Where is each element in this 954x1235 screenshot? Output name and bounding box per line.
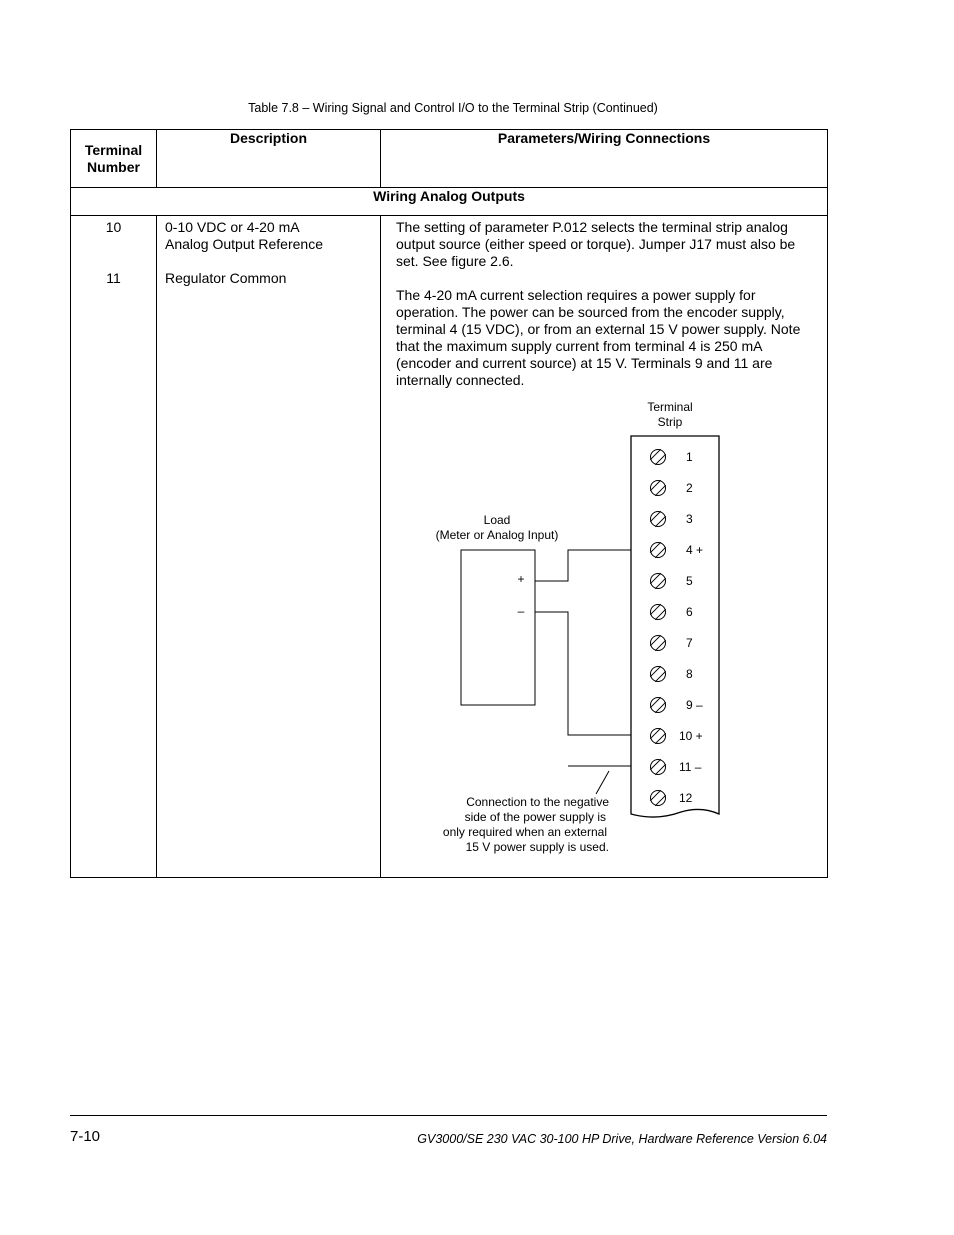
terminal-label: 1 bbox=[686, 450, 693, 464]
screw-slot bbox=[650, 542, 661, 553]
parameters-cell bbox=[381, 216, 828, 878]
screw-slot bbox=[655, 733, 666, 744]
parameter-paragraph: The 4-20 mA current selection requires a power supply for operation. The power can be sourced from the encoder supply, terminal 4 (15 VDC), or from an external 15 V power supply. Note that the maximum supply current from terminal 4 is 250 mA (encoder and current source) at 15 V. Terminals 9 and 11 are internally connected. bbox=[396, 287, 801, 388]
document-title: GV3000/SE 230 VAC 30-100 HP Drive, Hardware Reference Version 6.04 bbox=[417, 1132, 827, 1146]
terminal-label: 5 bbox=[686, 574, 693, 588]
terminal-label: 12 bbox=[679, 791, 693, 805]
terminal-item bbox=[650, 790, 692, 806]
screw-slot bbox=[655, 454, 666, 465]
page-number: 7-10 bbox=[70, 1128, 101, 1145]
load-label: Load bbox=[483, 513, 511, 527]
terminal-number-cell bbox=[71, 216, 157, 878]
terminal-label: 2 bbox=[686, 481, 693, 495]
screw-slot bbox=[655, 516, 666, 527]
screw-slot bbox=[650, 573, 661, 584]
screw-slot bbox=[650, 697, 661, 708]
screw-slot bbox=[650, 449, 661, 460]
note-line: Connection to the negative bbox=[466, 795, 609, 809]
terminal-number: 10 bbox=[105, 219, 122, 235]
description-cell bbox=[157, 216, 381, 878]
screw-slot bbox=[655, 547, 666, 558]
screw-slot bbox=[650, 728, 661, 739]
terminal-item bbox=[650, 480, 693, 496]
terminal-label: 11 – bbox=[679, 760, 702, 774]
table-caption: Table 7.8 – Wiring Signal and Control I/O to the Terminal Strip (Continued) bbox=[248, 101, 658, 115]
terminal-label: 7 bbox=[686, 636, 693, 650]
terminal-label: 3 bbox=[686, 512, 693, 526]
terminal-item bbox=[650, 511, 693, 527]
note-line: 15 V power supply is used. bbox=[465, 840, 609, 854]
terminal-label: 8 bbox=[686, 667, 693, 681]
screw-slot bbox=[650, 790, 661, 801]
terminal-list bbox=[650, 449, 703, 806]
section-title: Wiring Analog Outputs bbox=[71, 188, 828, 216]
table-header-row bbox=[71, 130, 828, 188]
section-row bbox=[71, 188, 828, 216]
screw-slot bbox=[655, 764, 666, 775]
terminal-item bbox=[650, 697, 703, 713]
terminal-item bbox=[650, 728, 703, 744]
screw-slot bbox=[650, 635, 661, 646]
screw-slot bbox=[650, 511, 661, 522]
header-parameters: Parameters/Wiring Connections bbox=[381, 130, 828, 188]
screw-slot bbox=[650, 666, 661, 677]
load-plus: + bbox=[517, 572, 525, 586]
screw-slot bbox=[650, 604, 661, 615]
header-description: Description bbox=[157, 130, 381, 188]
screw-slot bbox=[655, 640, 666, 651]
description-text: Regulator Common bbox=[165, 270, 287, 286]
screw-slot bbox=[650, 759, 661, 770]
terminal-label: 9 – bbox=[686, 698, 703, 712]
wires bbox=[535, 550, 631, 794]
terminal-strip bbox=[631, 436, 719, 817]
terminal-item bbox=[650, 759, 702, 775]
terminal-item bbox=[650, 542, 703, 558]
screw-slot bbox=[655, 609, 666, 620]
description-text: 0-10 VDC or 4-20 mA Analog Output Reference bbox=[165, 219, 323, 252]
terminal-item bbox=[650, 666, 693, 682]
terminal-item bbox=[650, 449, 693, 465]
strip-label: Strip bbox=[657, 415, 683, 429]
terminal-label: 10 + bbox=[679, 729, 703, 743]
terminal-item bbox=[650, 573, 693, 589]
table-row bbox=[71, 216, 828, 878]
note-line: side of the power supply is bbox=[464, 810, 606, 824]
screw-slot bbox=[655, 485, 666, 496]
header-terminal-line2: Number bbox=[87, 158, 140, 175]
header-terminal-line1: Terminal bbox=[84, 141, 143, 158]
screw-slot bbox=[655, 795, 666, 806]
wire-plus-to-4 bbox=[535, 550, 631, 581]
screw-slot bbox=[655, 702, 666, 713]
wire-minus-to-10 bbox=[535, 612, 631, 735]
note-line: only required when an external bbox=[442, 825, 607, 839]
footer-rule bbox=[70, 1115, 827, 1116]
wiring-table bbox=[70, 129, 828, 878]
note-leader-line bbox=[596, 771, 609, 794]
terminal-label: 4 + bbox=[686, 543, 704, 557]
terminal-item bbox=[650, 604, 693, 620]
screw-slot bbox=[655, 671, 666, 682]
strip-label: Terminal bbox=[647, 400, 693, 414]
screw-slot bbox=[650, 480, 661, 491]
screw-slot bbox=[655, 578, 666, 589]
header-terminal-number bbox=[71, 130, 157, 188]
terminal-item bbox=[650, 635, 693, 651]
terminal-label: 6 bbox=[686, 605, 693, 619]
terminal-number: 11 bbox=[106, 270, 121, 286]
parameter-paragraph: The setting of parameter P.012 selects the terminal strip analog output source (either speed or torque). Jumper J17 must also be set. See figure 2.6. bbox=[396, 219, 796, 269]
load-label: (Meter or Analog Input) bbox=[435, 528, 559, 542]
wiring-diagram bbox=[381, 216, 827, 874]
load-minus: – bbox=[517, 604, 525, 618]
